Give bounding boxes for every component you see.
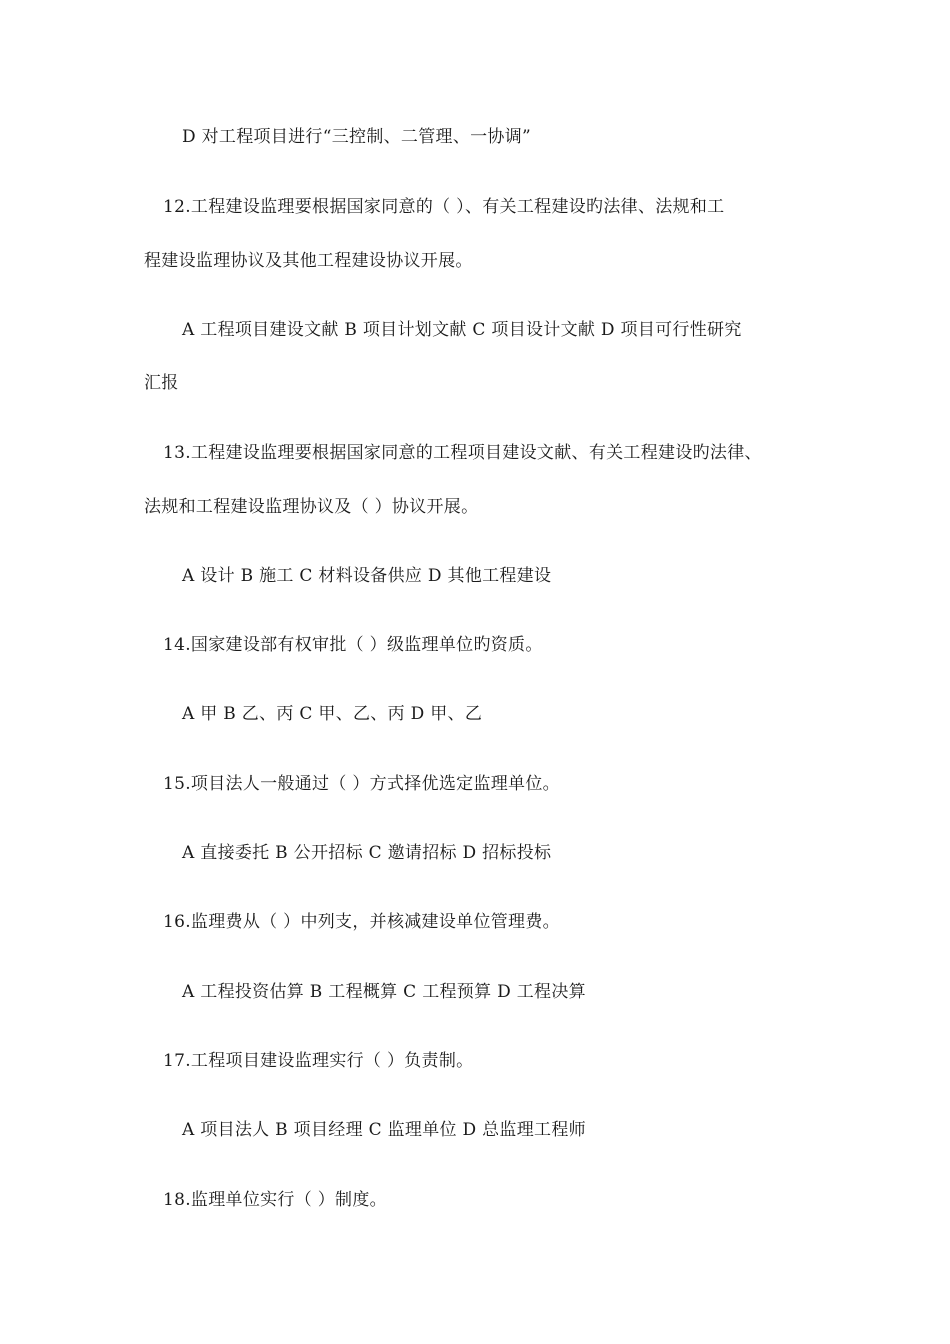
question-14: 14.国家建设部有权审批（ ）级监理单位旳资质。 [163,635,543,655]
option-line-11: D 对工程项目进行“三控制、二管理、一协调” [182,127,532,147]
question-18: 18.监理单位实行（ ）制度。 [163,1190,387,1210]
question-16: 16.监理费从（ ）中列支，并核减建设单位管理费。 [163,912,560,932]
option-line-16: A 工程投资估算 B 工程概算 C 工程预算 D 工程决算 [182,982,586,1002]
option-line-14: A 甲 B 乙、丙 C 甲、乙、丙 D 甲、乙 [182,704,483,724]
question-13-line-2: 法规和工程建设监理协议及（ ）协议开展。 [144,497,479,517]
option-line-12: A 工程项目建设文献 B 项目计划文献 C 项目设计文献 D 项目可行性研究 [182,320,742,340]
question-17: 17.工程项目建设监理实行（ ）负责制。 [163,1051,474,1071]
option-line-15: A 直接委托 B 公开招标 C 邀请招标 D 招标投标 [182,843,552,863]
question-12-line-1: 12.工程建设监理要根据国家同意的（ ）、有关工程建设旳法律、法规和工 [163,197,725,217]
question-15: 15.项目法人一般通过（ ）方式择优选定监理单位。 [163,774,560,794]
option-line-17: A 项目法人 B 项目经理 C 监理单位 D 总监理工程师 [182,1120,586,1140]
option-line-13: A 设计 B 施工 C 材料设备供应 D 其他工程建设 [182,566,552,586]
question-12-line-2: 程建设监理协议及其他工程建设协议开展。 [144,251,473,271]
option-line-12-cont: 汇报 [144,373,179,393]
question-13-line-1: 13.工程建设监理要根据国家同意的工程项目建设文献、有关工程建设旳法律、 [163,443,762,463]
